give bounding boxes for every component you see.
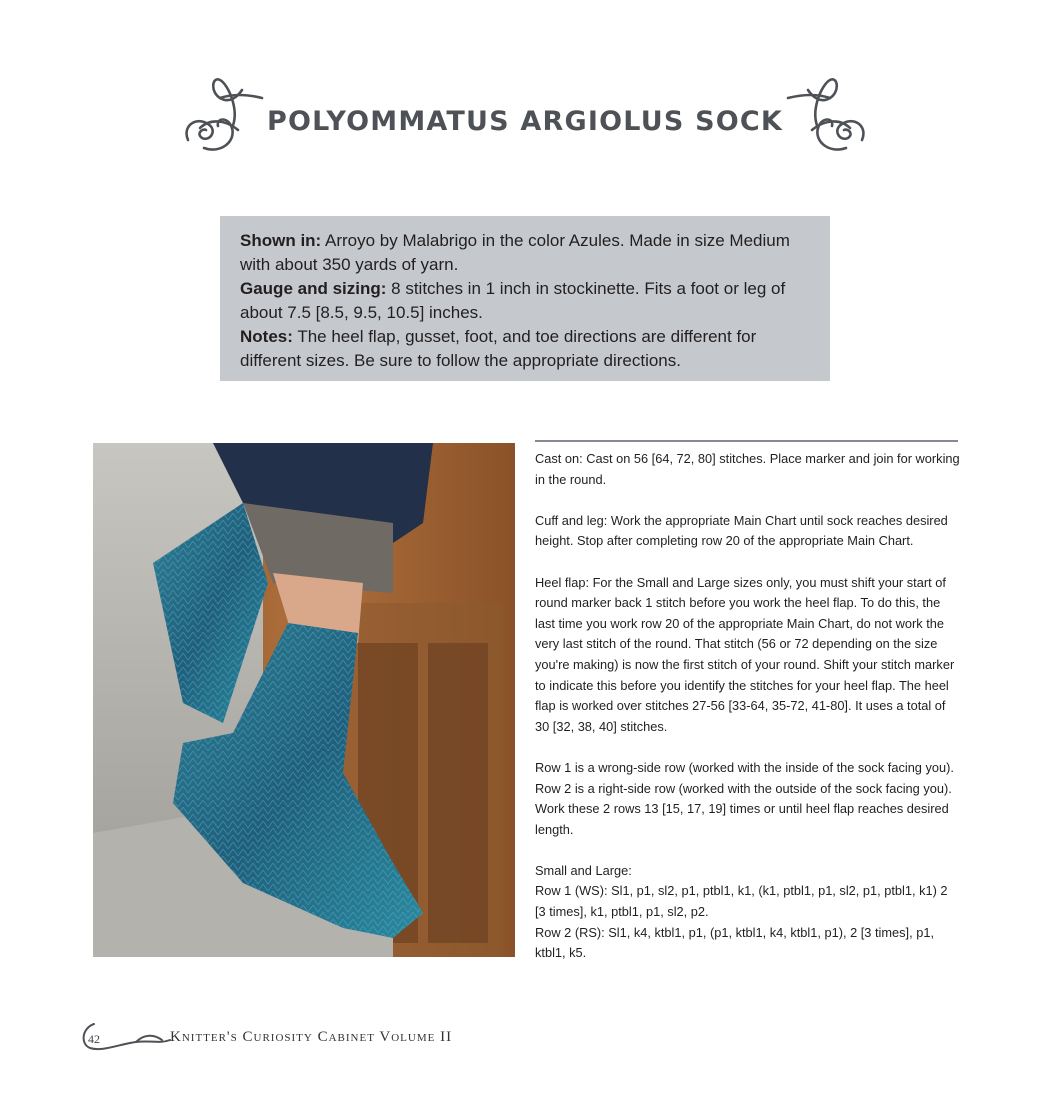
cast-on-paragraph: Cast on: Cast on 56 [64, 72, 80] stitches. Place marker and join for working in the round. (535, 451, 960, 487)
sock-photo (93, 443, 515, 957)
small-large-heading: Small and Large: (535, 862, 632, 878)
gauge-sizing (240, 277, 814, 325)
page-number: 42 (88, 1032, 100, 1046)
cuff-leg-paragraph: Cuff and leg: Work the appropriate Main Chart until sock reaches desired height. Stop after completing row 20 of the appropriate Main Chart. (535, 512, 948, 549)
rows-paragraph: Row 1 is a wrong-side row (worked with the inside of the sock facing you). Row 2 is a right-side row (worked with the outside of the sock facing you). Work these 2 rows 13 [15, 17, 19] times or until heel flap reaches desired length. (535, 759, 954, 837)
shown-in-text: Arroyo by Malabrigo in the color Azules. Made in size Medium with about 350 yards of yarn. (240, 231, 790, 274)
heel-flap-paragraph: Heel flap: For the Small and Large sizes only, you must shift your start of round marker back 1 stitch before you work the heel flap. To do this, the last time you work row 20 of the appropriate Main Chart, do not work the very last stitch of the round. That stitch (56 or 72 depending on the size you're making) is now the first stitch of your round. Shift your stitch marker to indicate this before you identify the stitches for your heel flap. The heel flap is worked over stitches 27-56 [33-64, 35-72, 41-80]. It uses a total of 30 [32, 38, 40] stitches. (535, 574, 955, 734)
flourish-right-icon (780, 68, 870, 158)
book-title: Knitter's Curiosity Cabinet Volume II (170, 1029, 453, 1045)
page-footer (80, 1018, 500, 1058)
pattern-info-box (220, 216, 830, 381)
shown-in-label: Shown in: (240, 231, 322, 250)
shown-in (240, 229, 814, 277)
row-1-ws: Row 1 (WS): Sl1, p1, sl2, p1, ptbl1, k1, (k1, ptbl1, p1, sl2, p1, ptbl1, k1) 2 [3 times], k1, ptbl1, p1, sl2, p2. (535, 883, 948, 920)
gauge-text: 8 stitches in 1 inch in stockinette. Fits a foot or leg of about 7.5 [8.5, 9.5, 10.5] inches. (240, 279, 786, 322)
gauge-label: Gauge and sizing: (240, 279, 387, 298)
pattern-instructions (535, 449, 960, 964)
row-2-rs: Row 2 (RS): Sl1, k4, ktbl1, p1, (p1, ktbl1, k4, ktbl1, p1), 2 [3 times], p1, ktbl1, k5. (535, 924, 935, 961)
notes (240, 325, 814, 373)
notes-text: The heel flap, gusset, foot, and toe directions are different for different sizes. Be sure to follow the appropriate directions. (240, 327, 757, 370)
section-rule (535, 440, 958, 442)
page-title: POLYOMMATUS ARGIOLUS SOCK (267, 106, 783, 137)
notes-label: Notes: (240, 327, 293, 346)
title-block (180, 68, 870, 168)
